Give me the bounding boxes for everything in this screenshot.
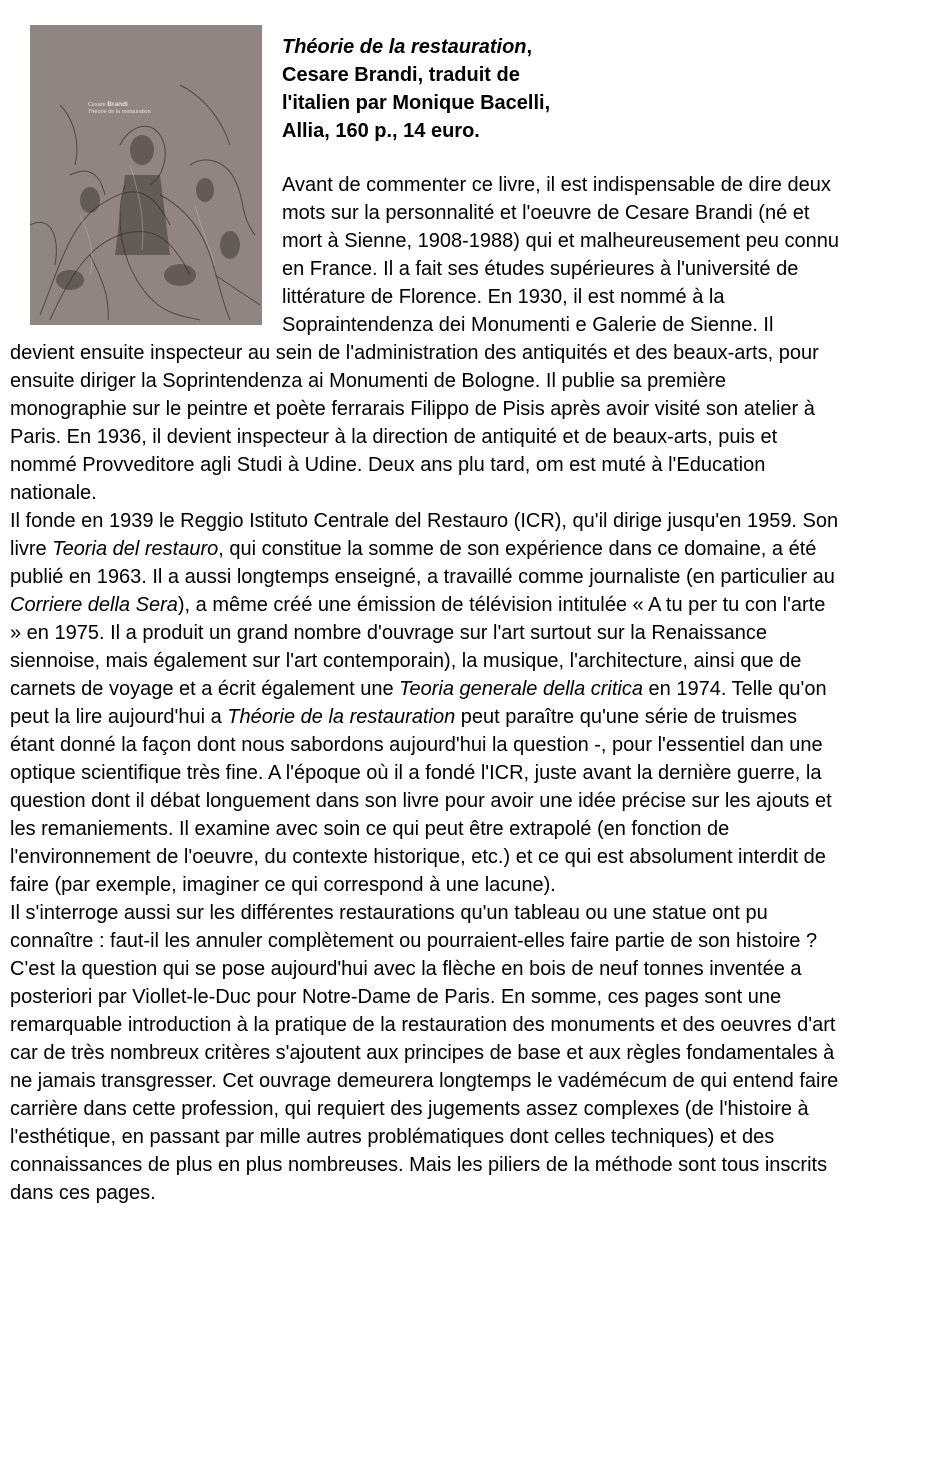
cover-author: Cesare — [88, 102, 106, 108]
paragraph-3: Il s'interroge aussi sur les différentes restaurations qu'un tableau ou une statue ont pu connaître : faut-il les annuler complètement ou pourraient-elles faire partie de son histoire ? C'est la question qui se pose aujourd'hui avec la flèche en bois de neuf tonnes inventée a posteriori par Viollet-le-Duc pour Notre-Dame de Paris. En somme, ces pages sont une remarquable introduction à la pratique de la restauration des monuments et des oeuvres d'art car de très nombreux critères s'ajoutent aux principes de base et aux règles fondamentales à ne jamais transgresser. Cet ouvrage demeurera longtemps le vadémécum de qui entend faire carrière dans cette profession, qui requiert des jugements assez complexes (de l'histoire à l'esthétique, en passant par mille autres problématiques dont celles techniques) et des connaissances de plus en plus nombreuses. Mais les piliers de la méthode sont tous inscrits dans ces pages. — [10, 902, 839, 1204]
paragraph-2-text-c: ), a même créé une émission de télévision intitulée « A tu per tu con l'arte » en 1975. Il a produit un grand nombre d'ouvrage sur l'art surtout sur la Renaissance siennoise, mais également sur l'art contemporain), la musique, l'architecture, ainsi que de carnets de voyage et a écrit également une — [10, 594, 826, 700]
paragraph-2 — [10, 507, 840, 899]
cover-title-text — [88, 101, 151, 116]
cover-surname: Brandi — [107, 101, 128, 108]
paragraph-2-text-e: peut paraître qu'une série de truismes étant donné la façon dont nous sabordons aujourd'hui la question -, pour l'essentiel dan une optique scientifique très fine. A l'époque où il a fondé l'ICR, juste avant la dernière guerre, la question dont il débat longuement dans son livre pour avoir une idée précise sur les ajouts et les remaniements. Il examine avec soin ce qui peut être extrapolé (en fonction de l'environnement de l'oeuvre, du contexte historique, etc.) et ce qui est absolument interdit de faire (par exemple, imaginer ce qui correspond à une lacune). — [10, 706, 832, 896]
paragraph-2-text-a: Il fonde en 1939 le Reggio Istituto Centrale del Restauro (ICR), qu'il dirige jusqu'en 1959. Son livre — [10, 510, 839, 560]
italic-title-theorie: Théorie de la restauration — [227, 706, 456, 728]
italic-title-teoria-del-restauro: Teoria del restauro — [52, 538, 219, 560]
book-details: , Cesare Brandi, traduit de l'italien par Monique Bacelli, Allia, 160 p., 14 euro. — [282, 36, 551, 142]
book-title: Théorie de la restauration — [282, 36, 527, 58]
cover-artwork-illustration — [30, 25, 262, 325]
book-cover-image — [30, 25, 262, 325]
paragraph-2-text-b: , qui constitue la somme de son expérience dans ce domaine, a été publié en 1963. Il a aussi longtemps enseigné, a travaillé comme journaliste (en particulier au — [10, 538, 835, 588]
review-body — [10, 171, 840, 1207]
italic-title-corriere-della-sera: Corriere della Sera — [10, 594, 178, 616]
paragraph-2-text-d: en 1974. Telle qu'on peut la lire aujourd'hui a — [10, 678, 827, 728]
paragraph-1: Avant de commenter ce livre, il est indispensable de dire deux mots sur la personnalité et l'oeuvre de Cesare Brandi (né et mort à Sienne, 1908-1988) qui et malheureusement peu connu en France. Il a fait ses études supérieures à l'université de littérature de Florence. En 1930, il est nommé à la Sopraintendenza dei Monumenti e Galerie de Sienne. Il devient ensuite inspecteur au sein de l'administration des antiquités et des beaux-arts, pour ensuite diriger la Soprintendenza ai Monumenti de Bologne. Il publie sa première monographie sur le peintre et poète ferrarais Filippo de Pisis après avoir visité son atelier à Paris. En 1936, il devient inspecteur à la direction de antiquité et de beaux-arts, puis et nommé Provveditore agli Studi à Udine. Deux ans plu tard, om est muté à l'Education nationale. — [10, 174, 840, 504]
italic-title-teoria-generale: Teoria generale della critica — [399, 678, 643, 700]
cover-title: Théorie de la restauration — [88, 109, 151, 115]
